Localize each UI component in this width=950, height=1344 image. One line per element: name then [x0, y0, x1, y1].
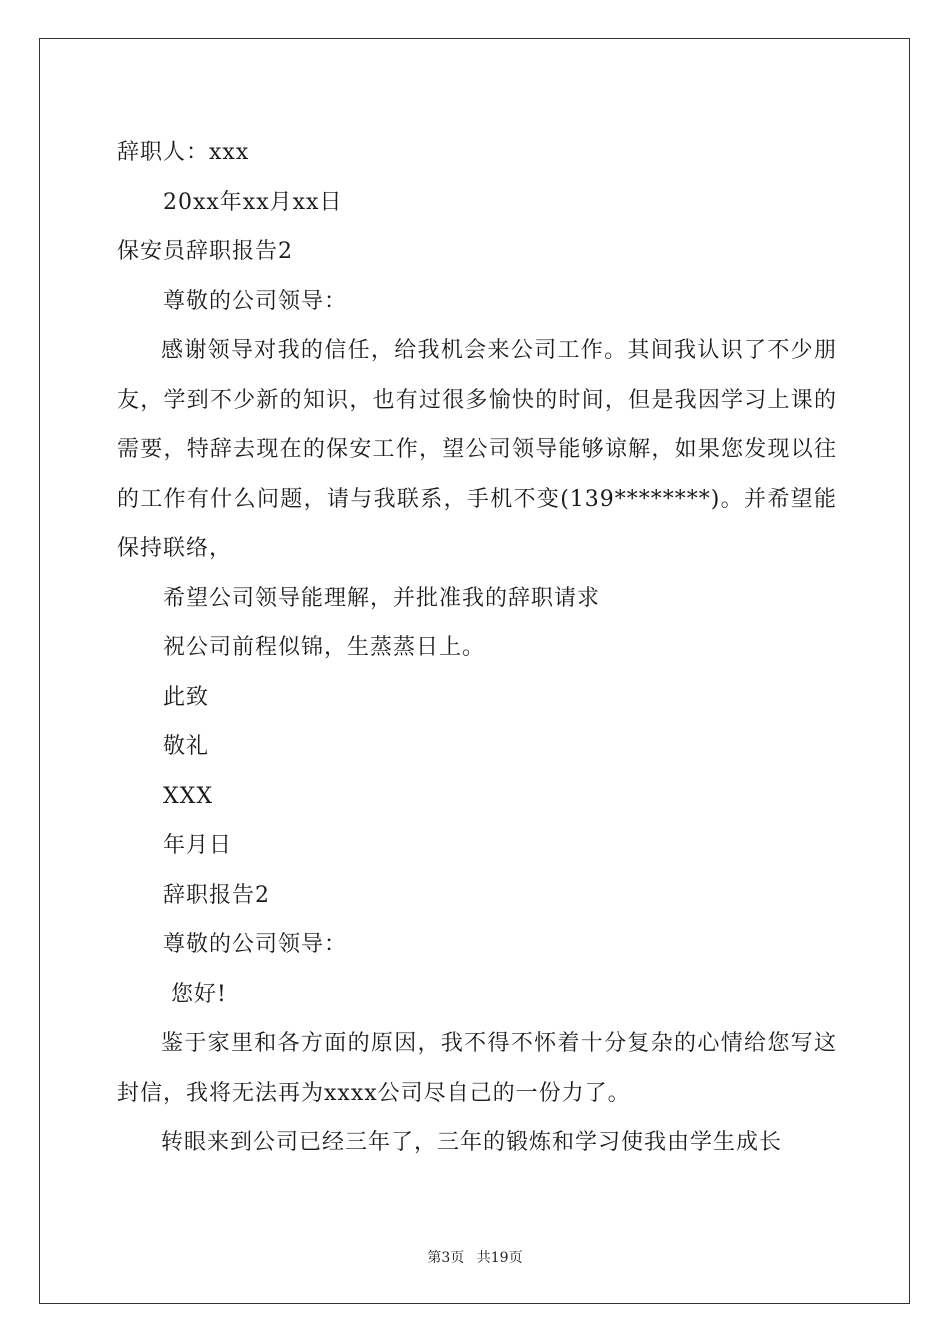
page-number: 第3页	[427, 1250, 465, 1266]
page-total: 共19页	[476, 1250, 523, 1266]
salutation: 尊敬的公司领导：	[163, 288, 348, 314]
closing-line: 此致	[163, 684, 210, 710]
request-line: 希望公司领导能理解，并批准我的辞职请求	[163, 585, 601, 611]
date-line: 20xx年xx月xx日	[163, 189, 343, 215]
regards-line: 敬礼	[163, 734, 210, 759]
wish-line: 祝公司前程似锦，生蒸蒸日上。	[163, 635, 486, 660]
section-title-2: 辞职报告2	[163, 882, 270, 908]
salutation-2: 尊敬的公司领导：	[163, 932, 348, 957]
body-paragraph-3: 转眼来到公司已经三年了，三年的锻炼和学习使我由学生成长	[161, 1130, 783, 1155]
section-title: 保安员辞职报告2	[117, 239, 293, 264]
body-paragraph: 感谢领导对我的信任，给我机会来公司工作。其间我认识了不少朋友，学到不少新的知识，也有过很多愉快的时间，但是我因学习上课的需要，特辞去现在的保安工作，望公司领导能够谅解，如果您发现以往的工作有什么问题，请与我联系，手机不变(139********)。并希望能保持联络，	[117, 338, 837, 561]
document-body	[117, 128, 837, 1168]
page-footer	[0, 1247, 950, 1267]
date-line-2: 年月日	[163, 833, 233, 858]
body-paragraph-2: 鉴于家里和各方面的原因，我不得不怀着十分复杂的心情给您写这封信，我将无法再为xxxx公司尽自己的一份力了。	[117, 1031, 837, 1106]
signature-line: XXX	[163, 783, 213, 809]
resigner-line: 辞职人：xxx	[117, 140, 250, 165]
greeting-line: 您好!	[171, 981, 227, 1007]
